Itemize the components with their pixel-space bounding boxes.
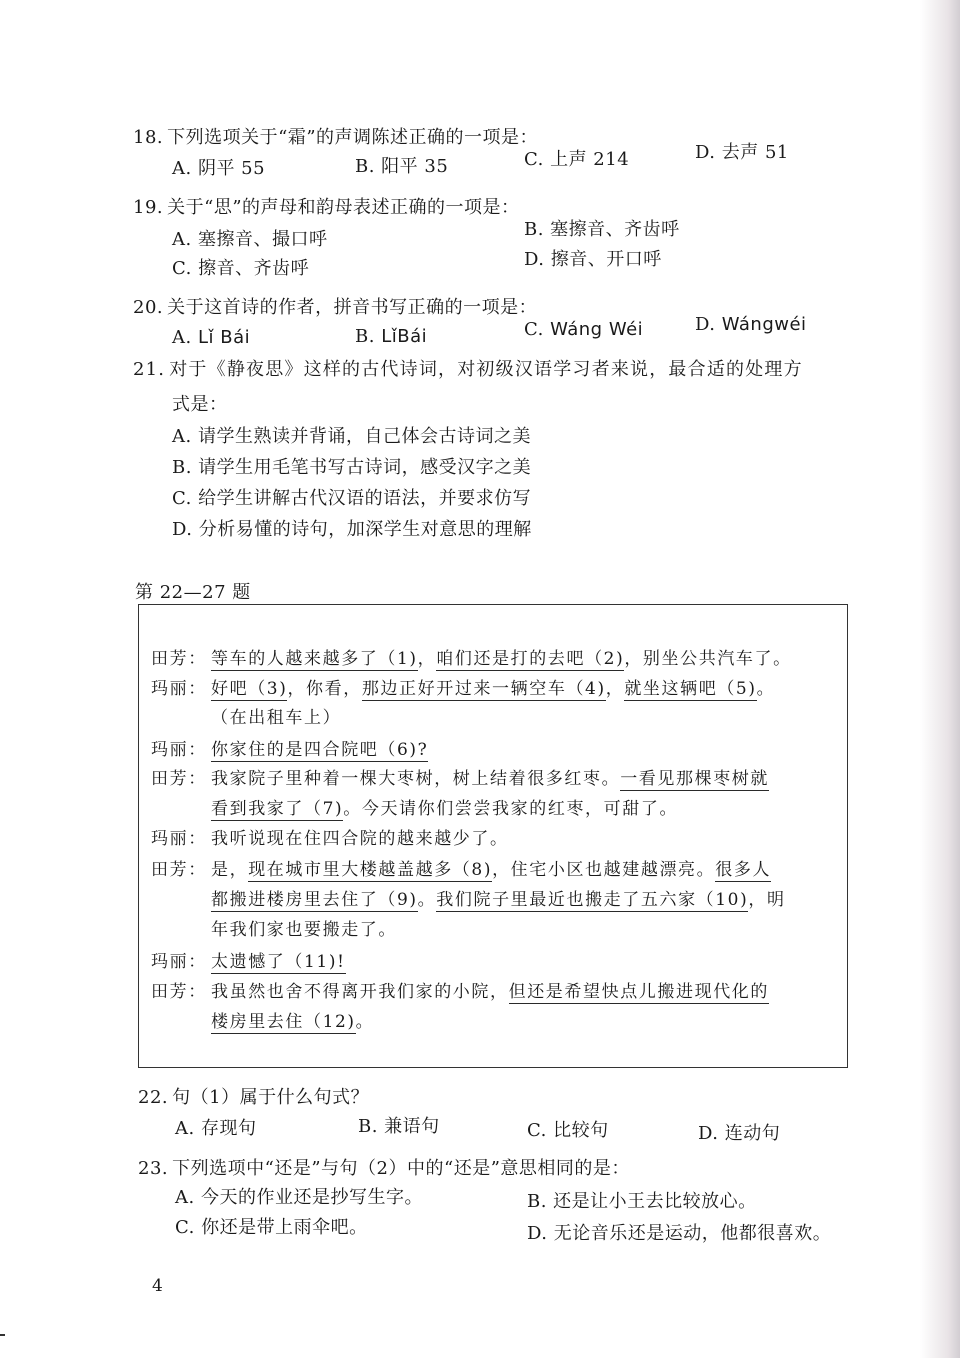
- question-23-stem: [138, 1157, 630, 1181]
- question-text: 关于“思”的声母和韵母表述正确的一项是：: [167, 197, 520, 218]
- q23-option-d[interactable]: D. 无论音乐还是运动，他都很喜欢。: [527, 1223, 832, 1244]
- page-number: 4: [152, 1276, 163, 1296]
- dialog-text: 。今天请你们尝尝我家的红枣，可甜了。: [343, 799, 679, 819]
- question-18-stem: [133, 126, 538, 150]
- speaker-mali: 玛丽：: [151, 679, 207, 699]
- dialog-text: 我听说现在住四合院的越来越少了。: [211, 829, 509, 849]
- option-label: C.: [524, 319, 544, 340]
- dialog-text: 。: [756, 679, 776, 699]
- speaker-mali: 玛丽：: [151, 740, 207, 760]
- stage-direction: （在出租车上）: [211, 708, 342, 728]
- underlined-sentence-2: 咱们还是打的去吧（2): [436, 649, 625, 669]
- dialog-line-1: [151, 647, 792, 671]
- q23-option-b[interactable]: B. 还是让小王去比较放心。: [527, 1191, 757, 1212]
- question-text: 下列选项关于“霜”的声调陈述正确的一项是：: [167, 127, 539, 148]
- speaker-mali: 玛丽：: [151, 829, 207, 849]
- option-text: LǐBái: [381, 326, 428, 347]
- page-edge-shadow: [920, 0, 960, 1358]
- question-number: 18.: [133, 127, 164, 148]
- option-label: A.: [172, 327, 192, 348]
- underlined-sentence-8: 现在城市里大楼越盖越多（8): [248, 860, 493, 880]
- question-text: 关于这首诗的作者，拼音书写正确的一项是：: [167, 297, 538, 318]
- dialog-text: ，住宅小区也越建越漂亮。: [492, 860, 716, 880]
- dialog-line-8: [151, 858, 771, 882]
- speaker-mali: 玛丽：: [151, 952, 207, 972]
- option-text: Wáng Wéi: [550, 319, 644, 340]
- underlined-sentence-12-cont: 楼房里去住（12): [211, 1012, 356, 1032]
- underlined-sentence-9: 很多人: [715, 860, 772, 880]
- question-number: 21.: [133, 359, 166, 380]
- underlined-sentence-7: 一看见那棵枣树就: [620, 769, 770, 789]
- q18-option-b[interactable]: B. 阳平 35: [355, 156, 449, 177]
- dialog-line-2: [151, 677, 775, 701]
- question-number: 19.: [133, 197, 164, 218]
- q19-option-c[interactable]: C. 擦音、齐齿呼: [172, 258, 310, 279]
- dialog-text: 。: [417, 890, 437, 910]
- question-20-stem: [133, 296, 537, 320]
- question-text: 下列选项中“还是”与句（2）中的“还是”意思相同的是：: [172, 1158, 630, 1179]
- speaker-tianfang: 田芳：: [151, 769, 207, 789]
- q19-option-b[interactable]: B. 塞擦音、齐齿呼: [524, 219, 680, 240]
- dialog-text: 是，: [211, 860, 249, 880]
- underlined-sentence-4: 那边正好开过来一辆空车（4): [361, 679, 606, 699]
- q18-option-c[interactable]: C. 上声 214: [524, 149, 630, 170]
- q18-option-d[interactable]: D. 去声 51: [695, 142, 789, 163]
- question-22-stem: [138, 1086, 369, 1110]
- section-title: 第 22—27 题: [135, 582, 251, 603]
- q20-option-c[interactable]: [524, 318, 643, 342]
- q20-option-a[interactable]: [172, 326, 250, 350]
- q19-option-a[interactable]: A. 塞擦音、撮口呼: [172, 229, 328, 250]
- q18-option-a[interactable]: A. 阴平 55: [172, 158, 266, 179]
- dialog-text: ，: [417, 649, 437, 669]
- option-text: Lǐ Bái: [197, 327, 251, 348]
- q22-option-d[interactable]: D. 连动句: [698, 1123, 781, 1144]
- option-label: D.: [695, 314, 716, 335]
- q20-option-b[interactable]: [355, 325, 427, 349]
- speaker-tianfang: 田芳：: [151, 982, 207, 1002]
- question-text: 句（1）属于什么句式？: [172, 1087, 370, 1108]
- dialog-text: 我家院子里种着一棵大枣树，树上结着很多红枣。: [211, 769, 621, 789]
- speaker-tianfang: 田芳：: [151, 649, 207, 669]
- underlined-sentence-6: 你家住的是四合院吧（6)?: [211, 740, 429, 760]
- underlined-sentence-3: 好吧（3): [211, 679, 288, 699]
- q21-option-d[interactable]: D. 分析易懂的诗句，加深学生对意思的理解: [172, 519, 532, 540]
- question-21-stem: [133, 358, 803, 382]
- underlined-sentence-10: 我们院子里最近也搬走了五六家（10): [436, 890, 749, 910]
- question-number: 20.: [133, 297, 164, 318]
- q20-option-d[interactable]: [695, 313, 807, 337]
- option-text: Wángwéi: [721, 314, 807, 335]
- q22-option-a[interactable]: A. 存现句: [175, 1118, 257, 1139]
- dialog-line-4: [151, 738, 428, 762]
- question-21-stem-continued: 式是：: [172, 394, 228, 415]
- dialog-line-13: [211, 1010, 374, 1034]
- option-label: B.: [355, 326, 375, 347]
- dialog-box: [138, 604, 848, 1068]
- dialog-text: ，别坐公共汽车了。: [624, 649, 792, 669]
- q21-option-a[interactable]: A. 请学生熟读并背诵，自己体会古诗词之美: [172, 426, 531, 447]
- dialog-line-12: [151, 980, 769, 1004]
- q23-option-c[interactable]: C. 你还是带上雨伞吧。: [175, 1217, 368, 1238]
- scan-mark: [0, 1334, 5, 1336]
- underlined-sentence-12: 但还是希望快点儿搬进现代化的: [508, 982, 770, 1002]
- question-19-stem: [133, 196, 520, 220]
- q22-option-b[interactable]: B. 兼语句: [358, 1116, 440, 1137]
- q21-option-b[interactable]: B. 请学生用毛笔书写古诗词，感受汉字之美: [172, 457, 532, 478]
- dialog-line-10: 年我们家也要搬走了。: [211, 920, 397, 940]
- dialog-line-6: [211, 797, 678, 821]
- dialog-line-5: [151, 767, 769, 791]
- dialog-line-7: [151, 827, 509, 851]
- question-number: 23.: [138, 1158, 169, 1179]
- underlined-sentence-9-cont: 都搬进楼房里去住了（9): [211, 890, 418, 910]
- dialog-line-11: [151, 950, 346, 974]
- question-text: 对于《静夜思》这样的古代诗词，对初级汉语学习者来说，最合适的处理方: [169, 359, 803, 380]
- underlined-sentence-5: 就坐这辆吧（5): [624, 679, 757, 699]
- underlined-sentence-7-cont: 看到我家了（7): [211, 799, 344, 819]
- dialog-text: ，: [605, 679, 625, 699]
- dialog-text: 。: [355, 1012, 375, 1032]
- q19-option-d[interactable]: D. 擦音、开口呼: [524, 249, 662, 270]
- q22-option-c[interactable]: C. 比较句: [527, 1120, 609, 1141]
- dialog-text: 我虽然也舍不得离开我们家的小院，: [211, 982, 509, 1002]
- underlined-sentence-11: 太遗憾了（11)!: [211, 952, 346, 972]
- speaker-tianfang: 田芳：: [151, 860, 207, 880]
- underlined-sentence-1: 等车的人越来越多了（1): [211, 649, 418, 669]
- dialog-text: ，你看，: [287, 679, 362, 699]
- dialog-text: ，明: [748, 890, 786, 910]
- q23-option-a[interactable]: A. 今天的作业还是抄写生字。: [175, 1187, 423, 1208]
- question-number: 22.: [138, 1087, 169, 1108]
- dialog-line-9: [211, 888, 786, 912]
- q21-option-c[interactable]: C. 给学生讲解古代汉语的语法，并要求仿写: [172, 488, 532, 509]
